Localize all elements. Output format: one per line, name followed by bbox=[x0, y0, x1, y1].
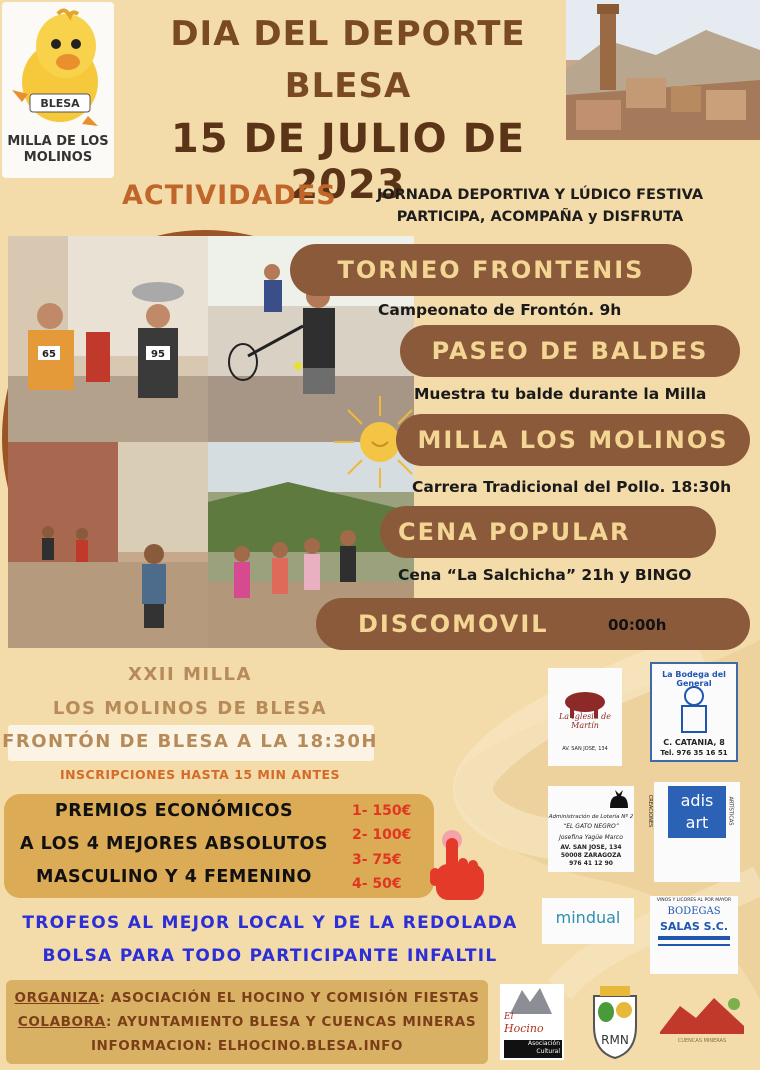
cuencas-landscape-icon bbox=[660, 992, 744, 1034]
milla-line-2: LOS MOLINOS DE BLESA bbox=[52, 698, 328, 719]
adis-line-1: adis bbox=[680, 791, 714, 810]
prize-3: 3- 75€ bbox=[352, 852, 402, 868]
sponsor-iglesia-martin bbox=[548, 668, 622, 766]
gato-owner: Josefina Yagüe Marco bbox=[559, 834, 623, 841]
sponsor-bodega-general bbox=[650, 662, 738, 762]
adis-side-left: CREACIONES bbox=[647, 794, 654, 828]
hocino-line-1: El bbox=[504, 1012, 514, 1022]
hocino-line-2: Hocino bbox=[504, 1022, 544, 1035]
iglesia-name: La Iglesia de Martín bbox=[558, 712, 612, 730]
activity-desc: Muestra tu balde durante la Milla bbox=[414, 385, 707, 403]
activity-title: PASEO DE BALDES bbox=[431, 337, 709, 365]
activity-pill-milla bbox=[396, 414, 750, 466]
prize-4: 4- 50€ bbox=[352, 876, 402, 892]
activity-pill-cena bbox=[380, 506, 716, 558]
jornada-text bbox=[340, 184, 740, 228]
inscripciones-note: INSCRIPCIONES HASTA 15 MIN ANTES bbox=[59, 767, 341, 782]
photo-street-race bbox=[8, 442, 208, 648]
colabora-text: : AYUNTAMIENTO BLESA Y CUENCAS MINERAS bbox=[105, 1014, 477, 1030]
iglesia-address: AV. SAN JOSE, 134 bbox=[562, 746, 608, 752]
premios-line-3: MASCULINO Y 4 FEMENINO bbox=[36, 867, 312, 887]
activity-title: TORNEO FRONTENIS bbox=[337, 256, 645, 284]
sponsor-escudo bbox=[586, 984, 644, 1060]
adis-side-right: ARTÍSTICAS bbox=[727, 796, 734, 826]
photo-baldes bbox=[8, 236, 208, 442]
activity-title: DISCOMOVIL bbox=[358, 610, 549, 638]
activity-desc: Carrera Tradicional del Pollo. 18:30h bbox=[412, 478, 732, 496]
town-photo bbox=[566, 0, 760, 140]
bodega-tel: Tel. 976 35 16 51 bbox=[660, 749, 728, 757]
adis-line-2: art bbox=[685, 813, 709, 832]
activity-pill-torneo bbox=[290, 244, 692, 296]
colabora-label: COLABORA bbox=[17, 1014, 106, 1030]
salas-stripes-2 bbox=[658, 944, 730, 946]
mindual-logo: mindual bbox=[555, 908, 621, 927]
organiza-text: : ASOCIACIÓN EL HOCINO Y COMISIÓN FIESTAS bbox=[99, 990, 480, 1006]
premios-line-1: PREMIOS ECONÓMICOS bbox=[54, 801, 294, 821]
bodega-arc-text: La Bodega del General bbox=[662, 670, 726, 688]
sponsor-cuencas-mineras bbox=[660, 992, 744, 1052]
bodega-address: C. CATANIA, 8 bbox=[663, 738, 725, 747]
chick-mascot-icon bbox=[8, 6, 108, 134]
informacion-line: INFORMACION: ELHOCINO.BLESA.INFO bbox=[90, 1038, 404, 1054]
prize-1: 1- 150€ bbox=[352, 803, 412, 819]
sponsor-el-hocino bbox=[500, 984, 564, 1060]
adis-logo-box bbox=[668, 786, 726, 838]
escudo-text: RMN bbox=[601, 1033, 629, 1047]
activity-desc: Campeonato de Frontón. 9h bbox=[378, 301, 622, 319]
salas-name-2: SALAS S.C. bbox=[659, 920, 729, 933]
jornada-line-2: PARTICIPA, ACOMPAÑA y DISFRUTA bbox=[396, 209, 684, 225]
title-line-1: DIA DEL DEPORTE bbox=[170, 14, 526, 54]
organiza-line bbox=[6, 990, 488, 1006]
sponsor-adis-art bbox=[647, 782, 740, 882]
black-cat-icon bbox=[606, 788, 628, 810]
hocino-badge bbox=[504, 1040, 562, 1058]
gato-tel: 976 41 12 90 bbox=[569, 860, 613, 867]
sponsor-bodegas-salas bbox=[650, 896, 738, 974]
milla-line-1: XXII MILLA bbox=[128, 664, 252, 685]
cuencas-text: CUENCAS MINERAS bbox=[677, 1038, 727, 1044]
gato-city: 50008 ZARAGOZA bbox=[560, 852, 622, 859]
milla-logo bbox=[2, 2, 114, 178]
salas-stripes bbox=[658, 936, 730, 940]
colabora-line bbox=[6, 1014, 488, 1030]
salas-name-1: BODEGAS bbox=[667, 906, 721, 917]
activity-desc: 00:00h bbox=[608, 616, 667, 634]
bib-number-2: 95 bbox=[151, 349, 165, 360]
gato-title: Administración de Lotería Nº 2 bbox=[548, 814, 634, 820]
activity-title: MILLA LOS MOLINOS bbox=[417, 426, 729, 454]
jornada-line-1: JORNADA DEPORTIVA Y LÚDICO FESTIVA bbox=[376, 187, 704, 203]
general-figure-icon bbox=[652, 684, 736, 734]
logo-ribbon-text: BLESA bbox=[40, 97, 80, 110]
activity-pill-discomovil bbox=[316, 598, 750, 650]
gato-address: AV. SAN JOSE, 134 bbox=[560, 844, 622, 851]
pointing-hand-icon bbox=[428, 824, 490, 904]
milla-line-3: FRONTÓN DE BLESA A LA 18:30H bbox=[2, 731, 378, 752]
trofeos-line-2: BOLSA PARA TODO PARTICIPANTE INFALTIL bbox=[42, 946, 498, 966]
organiza-label: ORGANIZA bbox=[14, 990, 100, 1006]
trofeos-line-1: TROFEOS AL MEJOR LOCAL Y DE LA REDOLADA bbox=[22, 913, 518, 933]
premios-line-2: A LOS 4 MEJORES ABSOLUTOS bbox=[20, 834, 328, 854]
coat-of-arms-icon bbox=[586, 984, 644, 1060]
sponsor-mindual bbox=[542, 898, 634, 944]
bib-number-1: 65 bbox=[42, 349, 56, 360]
hocino-badge-line-1: Asociación bbox=[528, 1040, 560, 1047]
sponsor-gato-negro bbox=[548, 786, 634, 872]
prize-2: 2- 100€ bbox=[352, 827, 412, 843]
event-date: 15 DE JULIO DE 2023 bbox=[170, 116, 526, 208]
salas-top: VINOS Y LICORES AL POR MAYOR bbox=[656, 898, 732, 903]
activity-pill-baldes bbox=[400, 325, 740, 377]
actividades-heading: ACTIVIDADES bbox=[122, 180, 337, 211]
gato-name: “EL GATO NEGRO” bbox=[563, 823, 619, 830]
activity-title: CENA POPULAR bbox=[398, 518, 631, 546]
logo-line-2: MOLINOS bbox=[23, 150, 93, 165]
activity-desc: Cena “La Salchicha” 21h y BINGO bbox=[398, 566, 692, 584]
hocino-badge-line-2: Cultural bbox=[536, 1048, 560, 1055]
title-line-2: BLESA bbox=[284, 66, 412, 106]
logo-line-1: MILLA DE LOS bbox=[7, 134, 109, 149]
